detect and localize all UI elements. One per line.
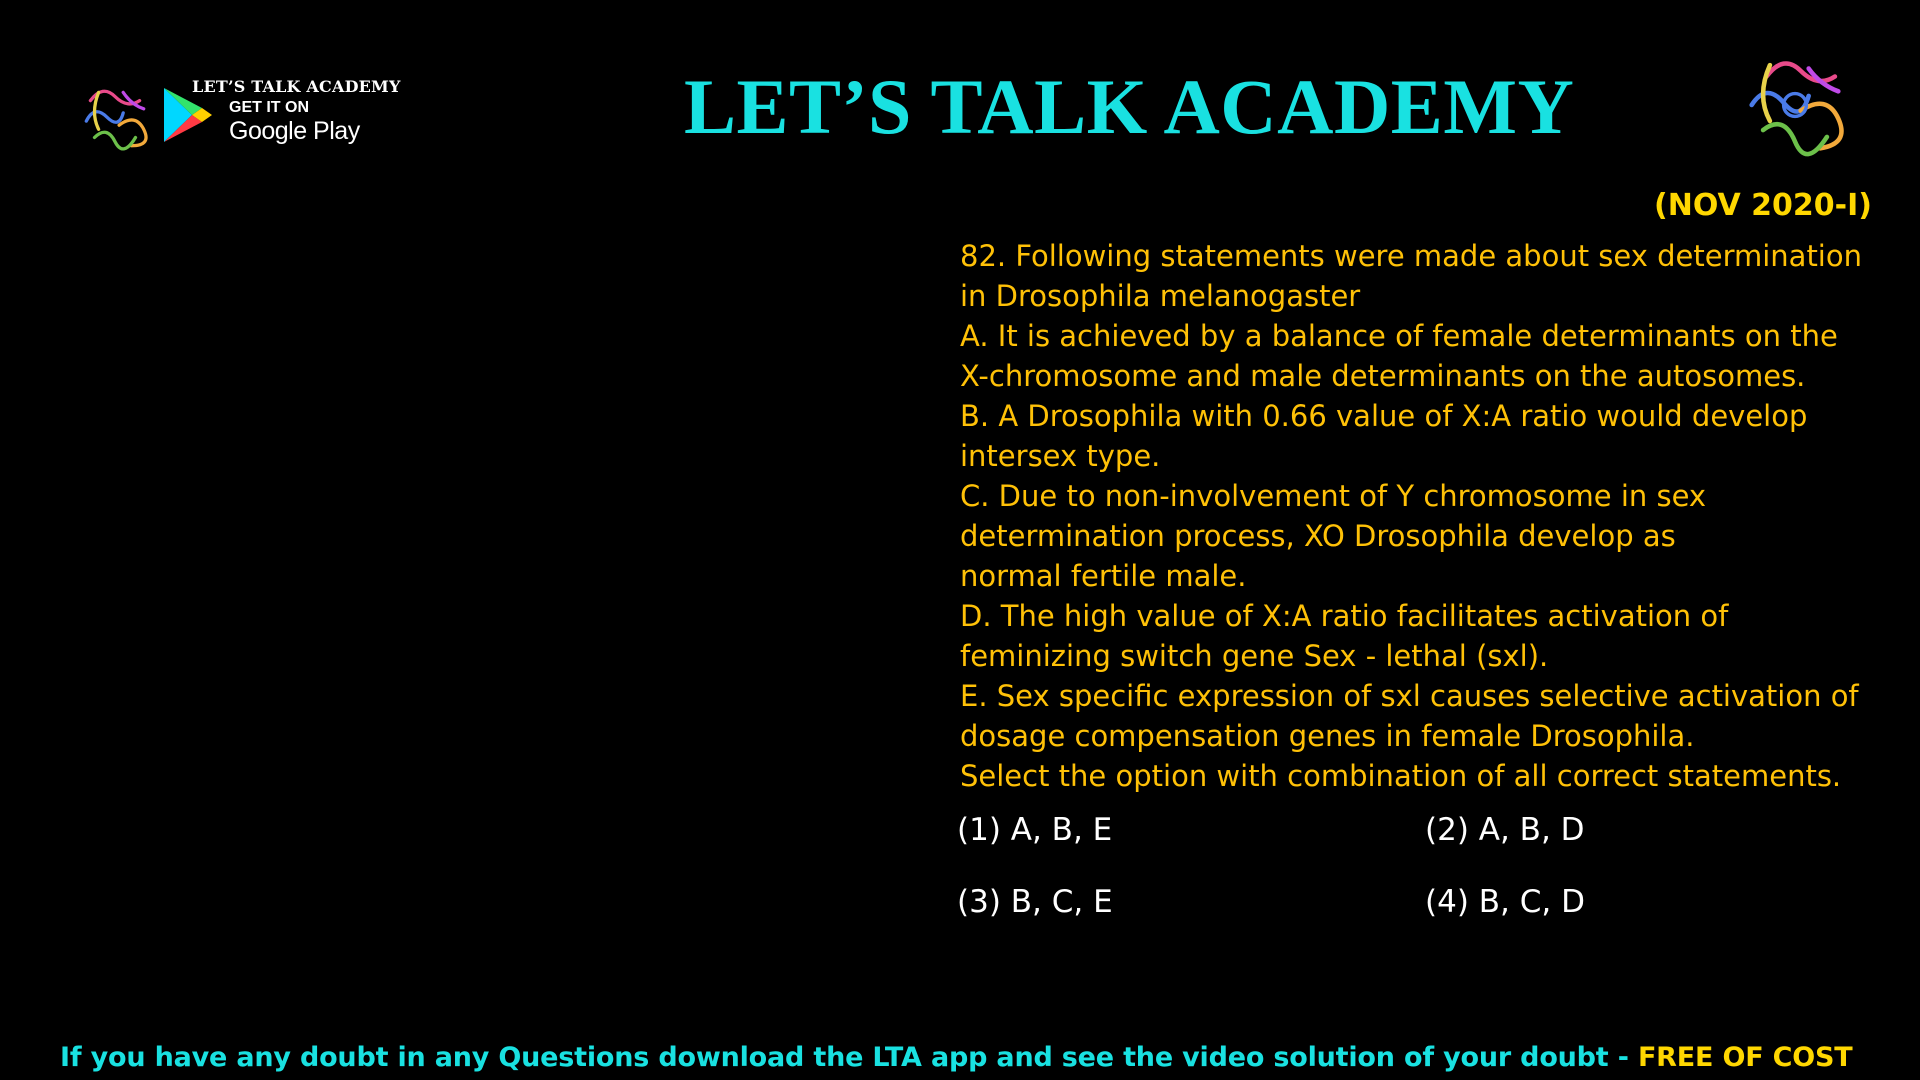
protein-ribbon-logo-icon	[1738, 48, 1852, 162]
question-line: 82. Following statements were made about sex determination	[960, 239, 1862, 273]
option-4[interactable]: (4) B, C, D	[1425, 884, 1585, 920]
instruction-line: Select the option with combination of all correct statements.	[960, 759, 1842, 793]
statement-line: D. The high value of X:A ratio facilitates activation of	[960, 599, 1729, 633]
statement-line: C. Due to non-involvement of Y chromosome in sex	[960, 479, 1707, 513]
footer-message: If you have any doubt in any Questions download the LTA app and see the video solution of your doubt -	[60, 1042, 1638, 1073]
statement-line: X-chromosome and male determinants on the autosomes.	[960, 359, 1806, 393]
statement-line: dosage compensation genes in female Drosophila.	[960, 719, 1695, 753]
statement-line: E. Sex specific expression of sxl causes selective activation of	[960, 679, 1859, 713]
statement-line: A. It is achieved by a balance of female determinants on the	[960, 319, 1838, 353]
footer-banner	[60, 1042, 1853, 1073]
statement-line: determination process, XO Drosophila develop as	[960, 519, 1676, 553]
option-3[interactable]: (3) B, C, E	[957, 884, 1113, 920]
store-badge-google-play[interactable]: Google Play	[229, 117, 360, 145]
statement-line: feminizing switch gene Sex - lethal (sxl).	[960, 639, 1549, 673]
statement-line: B. A Drosophila with 0.66 value of X:A ratio would develop	[960, 399, 1808, 433]
page-title: LET’S TALK ACADEMY	[684, 63, 1575, 150]
option-1[interactable]: (1) A, B, E	[957, 812, 1113, 848]
store-badge-get-it-on[interactable]: GET IT ON	[229, 99, 309, 116]
exam-session-tag: (NOV 2020-I)	[1654, 188, 1872, 223]
statement-line: intersex type.	[960, 439, 1161, 473]
footer-highlight: FREE OF COST	[1637, 1042, 1853, 1073]
statement-line: normal fertile male.	[960, 559, 1247, 593]
store-badge-brand: LET’S TALK ACADEMY	[192, 77, 401, 96]
question-block	[960, 236, 1880, 796]
question-line: in Drosophila melanogaster	[960, 279, 1361, 313]
protein-ribbon-logo-icon	[74, 76, 156, 158]
option-2[interactable]: (2) A, B, D	[1425, 812, 1585, 848]
